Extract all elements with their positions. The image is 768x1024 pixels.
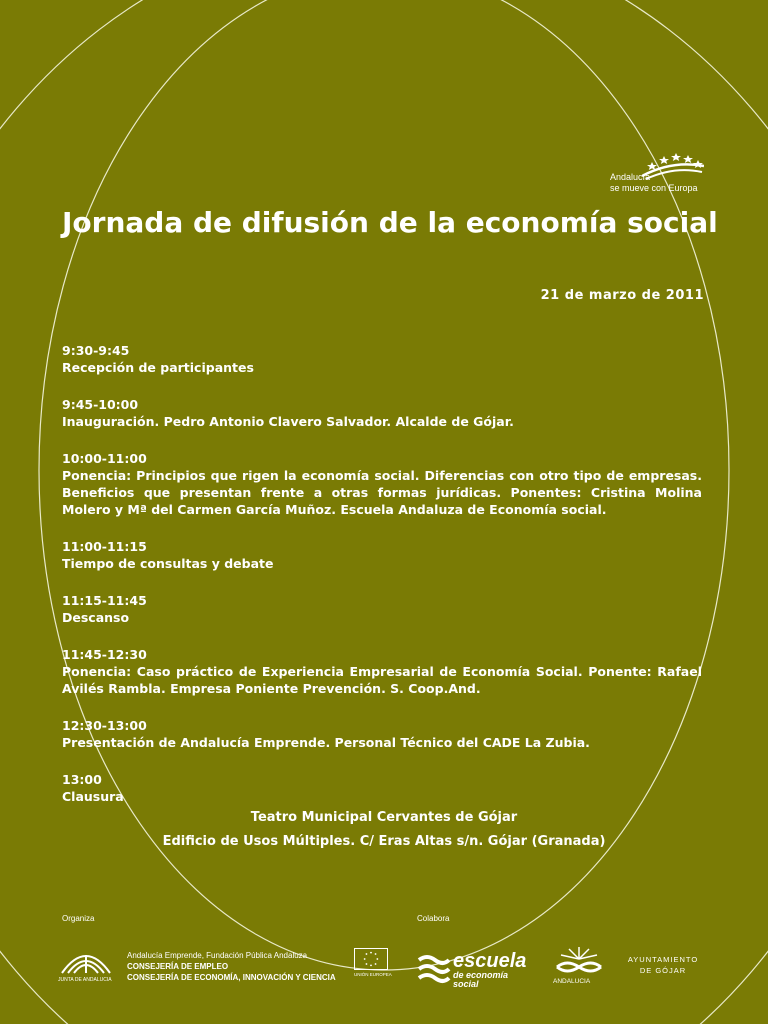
agenda-item [62,717,702,751]
agenda [62,342,702,825]
eu-flag-icon [354,948,388,970]
ayuntamiento-logo [620,954,706,976]
junta-andalucia-logo [58,945,118,987]
agenda-description: Ponencia: Caso práctico de Experiencia Empresarial de Economía Social. Ponente: Rafael Avilés Rambla. Empresa Poniente Prevención. S. Coop.And. [62,664,702,696]
agenda-time: 11:00-11:15 [62,539,147,554]
agenda-description: Tiempo de consultas y debate [62,556,274,571]
agenda-time: 10:00-11:00 [62,451,147,466]
agenda-time: 12:30-13:00 [62,718,147,733]
org-line3: CONSEJERÍA DE ECONOMÍA, INNOVACIÓN Y CIENCIA [127,973,336,982]
agenda-item [62,592,702,626]
agenda-time: 9:45-10:00 [62,397,139,412]
organizer-text [127,950,336,983]
agenda-time: 9:30-9:45 [62,343,130,358]
agenda-description: Presentación de Andalucía Emprende. Personal Técnico del CADE La Zubia. [62,735,590,750]
agenda-item [62,771,702,805]
agenda-item [62,450,702,518]
agenda-time: 11:45-12:30 [62,647,147,662]
agenda-item [62,396,702,430]
agenda-description: Descanso [62,610,130,625]
escuela-economia-social-logo [417,950,537,990]
organiza-label: Organiza [62,914,95,923]
andalucia-caption: ANDALUCIA [553,978,591,985]
agenda-description: Ponencia: Principios que rigen la economía social. Diferencias con otro tipo de empresas. Beneficios que presentan frente a otras formas jurídicas. Ponentes: Cristina Molina Molero y Mª del Carmen García Muñoz. Escuela Andaluza de Economía social. [62,468,702,517]
escuela-sub2: social [453,979,479,989]
eu-logo [354,948,390,986]
agenda-description: Clausura [62,789,124,804]
junta-caption: JUNTA DE ANDALUCIA [58,977,112,983]
wave-icon [417,952,451,986]
ayto-line1: AYUNTAMIENTO [627,955,699,964]
andalucia-se-mueve-logo [608,150,708,195]
org-line1: Andalucía Emprende, Fundación Pública Andaluza [127,951,308,960]
brand-line2: se mueve con Europa [610,183,698,193]
sun-icon [553,945,605,977]
escuela-title: escuela [453,950,527,972]
org-line2: CONSEJERÍA DE EMPLEO [127,962,229,971]
agenda-item [62,646,702,697]
venue-name: Teatro Municipal Cervantes de Gójar [250,810,518,825]
agenda-description: Recepción de participantes [62,360,254,375]
agenda-item [62,342,702,376]
venue-address: Edificio de Usos Múltiples. C/ Eras Altas s/n. Gójar (Granada) [162,834,606,849]
agenda-item [62,538,702,572]
agenda-description: Inauguración. Pedro Antonio Clavero Salvador. Alcalde de Gójar. [62,414,514,429]
junta-arch-icon [58,945,114,975]
agenda-time: 11:15-11:45 [62,593,147,608]
andalucia-logo [553,945,605,987]
colabora-label: Colabora [417,914,450,923]
brand-line1: Andalucía [610,172,651,182]
escuela-sub1: de economía [453,970,509,980]
agenda-time: 13:00 [62,772,102,787]
ayto-line2: DE GÓJAR [639,966,687,975]
escuela-subtitle [453,971,508,989]
event-date: 21 de marzo de 2011 [540,288,704,303]
page-title: Jornada de difusión de la economía social [62,206,718,239]
stars-icon [642,150,704,180]
eu-caption: UNIÓN EUROPEA [354,972,392,977]
